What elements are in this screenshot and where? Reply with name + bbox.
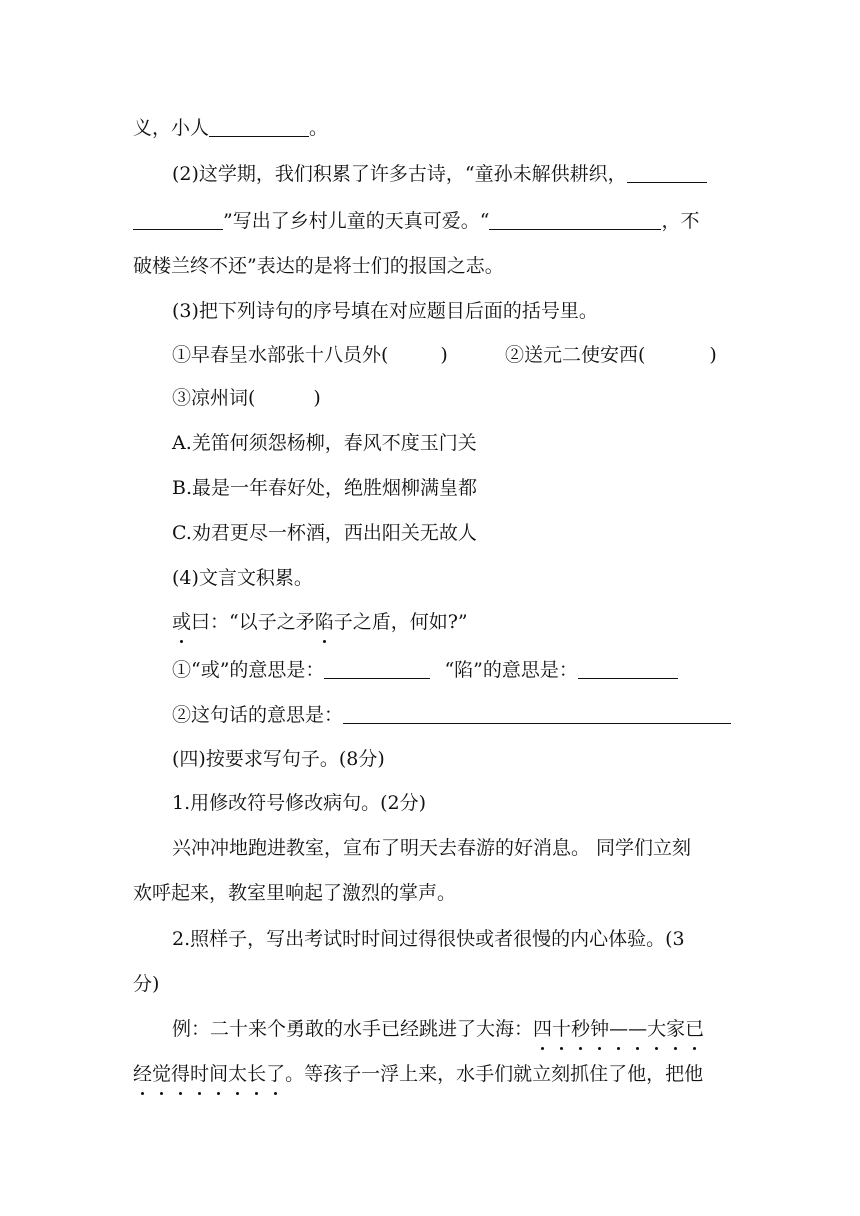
text-line: [133, 209, 699, 233]
emphasized-char: 四: [533, 1018, 553, 1040]
emphasized-char: 觉: [152, 1063, 172, 1085]
text: A.羌笛何须怨杨柳，春风不度玉门关: [172, 432, 477, 454]
example-line-2: [133, 1062, 703, 1086]
text: ②这句话的意思是：: [172, 704, 344, 726]
answer-blank[interactable]: [209, 118, 309, 137]
emphasized-char: 时: [190, 1063, 210, 1085]
text: 子之盾，何如?”: [333, 611, 468, 633]
text: 曰：“以子之矛: [191, 611, 315, 633]
text: 1.用修改符号修改病句。(2分): [172, 792, 427, 814]
text: 欢呼起来，教室里响起了激烈的掌声。: [133, 882, 457, 904]
text: 。: [309, 117, 329, 139]
text: 2.照样子，写出考试时时间过得很快或者很慢的内心体验。(3: [172, 928, 685, 950]
text: (四)按要求写句子。(8分): [172, 748, 385, 770]
text: ): [313, 387, 321, 409]
text: 。等孩子一浮上来，水手们就立刻抓住了他，把他: [285, 1063, 704, 1085]
poem-item-1: [172, 343, 448, 367]
classical-quote: [172, 610, 468, 634]
answer-blank[interactable]: [627, 164, 707, 183]
task-1-title: [172, 791, 426, 815]
text: 例：二十来个勇敢的水手已经跳进了大海：: [172, 1018, 534, 1040]
answer-blank[interactable]: [133, 211, 223, 230]
emphasized-char: 钟: [590, 1018, 610, 1040]
emphasized-char: 秒: [571, 1018, 591, 1040]
task-2-title: [172, 927, 685, 951]
task-1-sentence-cont: [133, 881, 456, 905]
text: ③凉州词(: [172, 387, 256, 409]
emphasized-char: 太: [228, 1063, 248, 1085]
emphasized-char: 长: [247, 1063, 267, 1085]
emphasized-char: 了: [266, 1063, 286, 1085]
poem-item-3: [172, 386, 321, 410]
emphasized-char: 十: [552, 1018, 572, 1040]
text: C.劝君更尽一杯酒，西出阳关无故人: [172, 522, 477, 544]
emphasized-char: 大: [647, 1018, 667, 1040]
option-b: [172, 476, 477, 500]
question-4-title: [172, 566, 313, 590]
answer-blank[interactable]: [489, 211, 661, 230]
sub-question-1: [172, 658, 678, 682]
text: ，不: [661, 210, 700, 232]
emphasized-char: 家: [666, 1018, 686, 1040]
emphasized-char: 已: [685, 1018, 705, 1040]
text: ”写出了乡村儿童的天真可爱。“: [223, 210, 490, 232]
emphasized-char: 得: [171, 1063, 191, 1085]
emphasized-char: 陷: [314, 611, 334, 633]
text: (3)把下列诗句的序号填在对应题目后面的括号里。: [172, 300, 598, 322]
text-line: [133, 116, 328, 140]
answer-blank[interactable]: [578, 660, 678, 679]
text: 分): [133, 973, 160, 995]
emphasized-phrase: [533, 1018, 704, 1040]
emphasized-char: —: [609, 1018, 629, 1040]
emphasized-char: —: [628, 1018, 648, 1040]
emphasized-phrase: [133, 1063, 285, 1085]
emphasized-char: 经: [133, 1063, 153, 1085]
poem-item-2: [505, 343, 717, 367]
answer-blank[interactable]: [324, 660, 430, 679]
option-c: [172, 521, 477, 545]
text: 义，小人: [133, 117, 210, 139]
text: “陷”的意思是：: [444, 659, 578, 681]
answer-blank[interactable]: [343, 705, 731, 724]
sub-question-2: [172, 703, 731, 727]
text: B.最是一年春好处，绝胜烟柳满皇都: [172, 477, 478, 499]
emphasized-char: 间: [209, 1063, 229, 1085]
text: (2)这学期，我们积累了许多古诗，“童孙未解供耕织，: [172, 163, 627, 185]
option-a: [172, 431, 477, 455]
example-line-1: [172, 1017, 704, 1041]
question-2: [172, 162, 707, 186]
text: (4)文言文积累。: [172, 567, 313, 589]
text-line: [133, 254, 504, 278]
text: 兴冲冲地跑进教室，宣布了明天去春游的好消息。 同学们立刻: [172, 837, 692, 859]
emphasized-char: 或: [172, 611, 192, 633]
text: ): [440, 344, 448, 366]
text: ①早春呈水部张十八员外(: [172, 344, 389, 366]
text: ②送元二使安西(: [505, 344, 646, 366]
text: 破楼兰终不还”表达的是将士们的报国之志。: [133, 255, 504, 277]
text: ): [709, 344, 717, 366]
task-2-title-cont: [133, 972, 159, 996]
text: ①“或”的意思是：: [172, 659, 325, 681]
section-4-title: [172, 747, 385, 771]
question-3-title: [172, 299, 598, 323]
task-1-sentence: [172, 836, 691, 860]
